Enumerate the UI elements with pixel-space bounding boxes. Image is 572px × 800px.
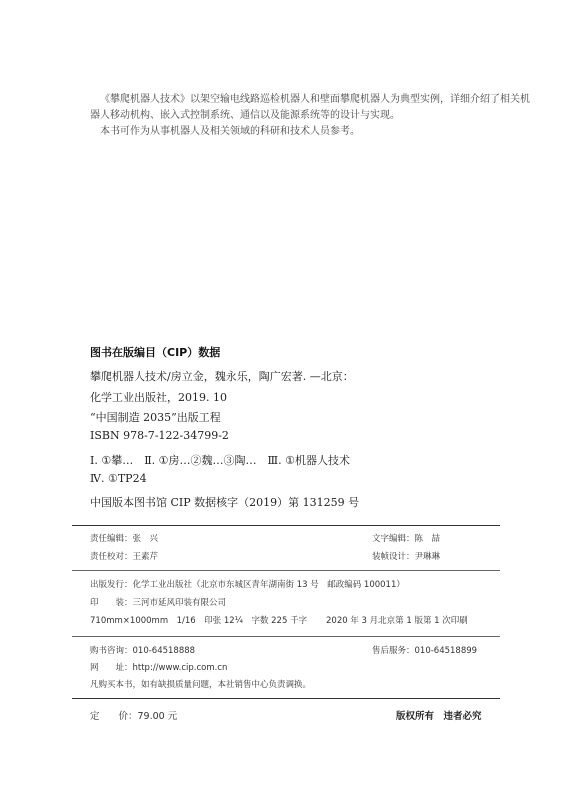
cip-line-publisher: 化学工业出版社，2019. 10 xyxy=(90,391,227,404)
divider-publish xyxy=(72,570,500,571)
after-sales-hotline: 售后服务：010-64518899 xyxy=(372,646,478,656)
format-specs: 710mm×1000mm 1/16 印张 12¼ 字数 225 千字 xyxy=(90,616,308,626)
cip-line-classification: Ⅰ. ①攀… Ⅱ. ①房…②魏…③陶… Ⅲ. ①机器人技术 xyxy=(90,454,350,467)
publisher-info: 出版发行：化学工业出版社（北京市东城区青年湖南街 13 号 邮政编码 100011） xyxy=(90,580,405,590)
purchase-hotline: 购书咨询：010-64518888 xyxy=(90,646,196,656)
price: 定 价：79.00 元 xyxy=(90,711,178,722)
edition-info: 2020 年 3 月北京第 1 版第 1 次印刷 xyxy=(326,616,468,626)
divider-footer xyxy=(72,698,500,699)
cip-line-title: 攀爬机器人技术/房立金，魏永乐，陶广宏著. —北京： xyxy=(90,370,354,383)
book-summary xyxy=(90,92,530,140)
cip-heading: 图书在版编目（CIP）数据 xyxy=(90,346,221,359)
quality-notice: 凡购买本书，如有缺损质量问题，本社销售中心负责调换。 xyxy=(90,680,312,690)
cip-line-isbn: ISBN 978-7-122-34799-2 xyxy=(90,429,229,442)
cover-designer: 装帧设计：尹琳琳 xyxy=(372,552,441,562)
cip-line-record: 中国版本图书馆 CIP 数据核字（2019）第 131259 号 xyxy=(90,496,360,509)
proofreader: 责任校对：王素芹 xyxy=(90,552,159,562)
printer-info: 印 装：三河市延风印装有限公司 xyxy=(90,598,227,608)
cip-line-series: “中国制造 2035”出版工程 xyxy=(90,411,221,424)
summary-paragraph-2: 本书可作为从事机器人及相关领域的科研和技术人员参考。 xyxy=(100,126,360,137)
cip-line-class-number: Ⅳ. ①TP24 xyxy=(90,472,147,485)
divider-contact xyxy=(72,636,500,637)
text-editor: 文字编辑：陈 喆 xyxy=(372,534,441,544)
summary-paragraph-1: 《攀爬机器人技术》以架空输电线路巡检机器人和壁面攀爬机器人为典型实例，详细介绍了相关机器人移动机构、嵌入式控制系统、通信以及能源系统等的设计与实现。 xyxy=(90,94,530,121)
copyright-notice: 版权所有 违者必究 xyxy=(396,711,482,722)
website-address: 网 址：http://www.cip.com.cn xyxy=(90,663,228,673)
responsible-editor: 责任编辑：张 兴 xyxy=(90,534,159,544)
divider-top xyxy=(72,525,500,526)
